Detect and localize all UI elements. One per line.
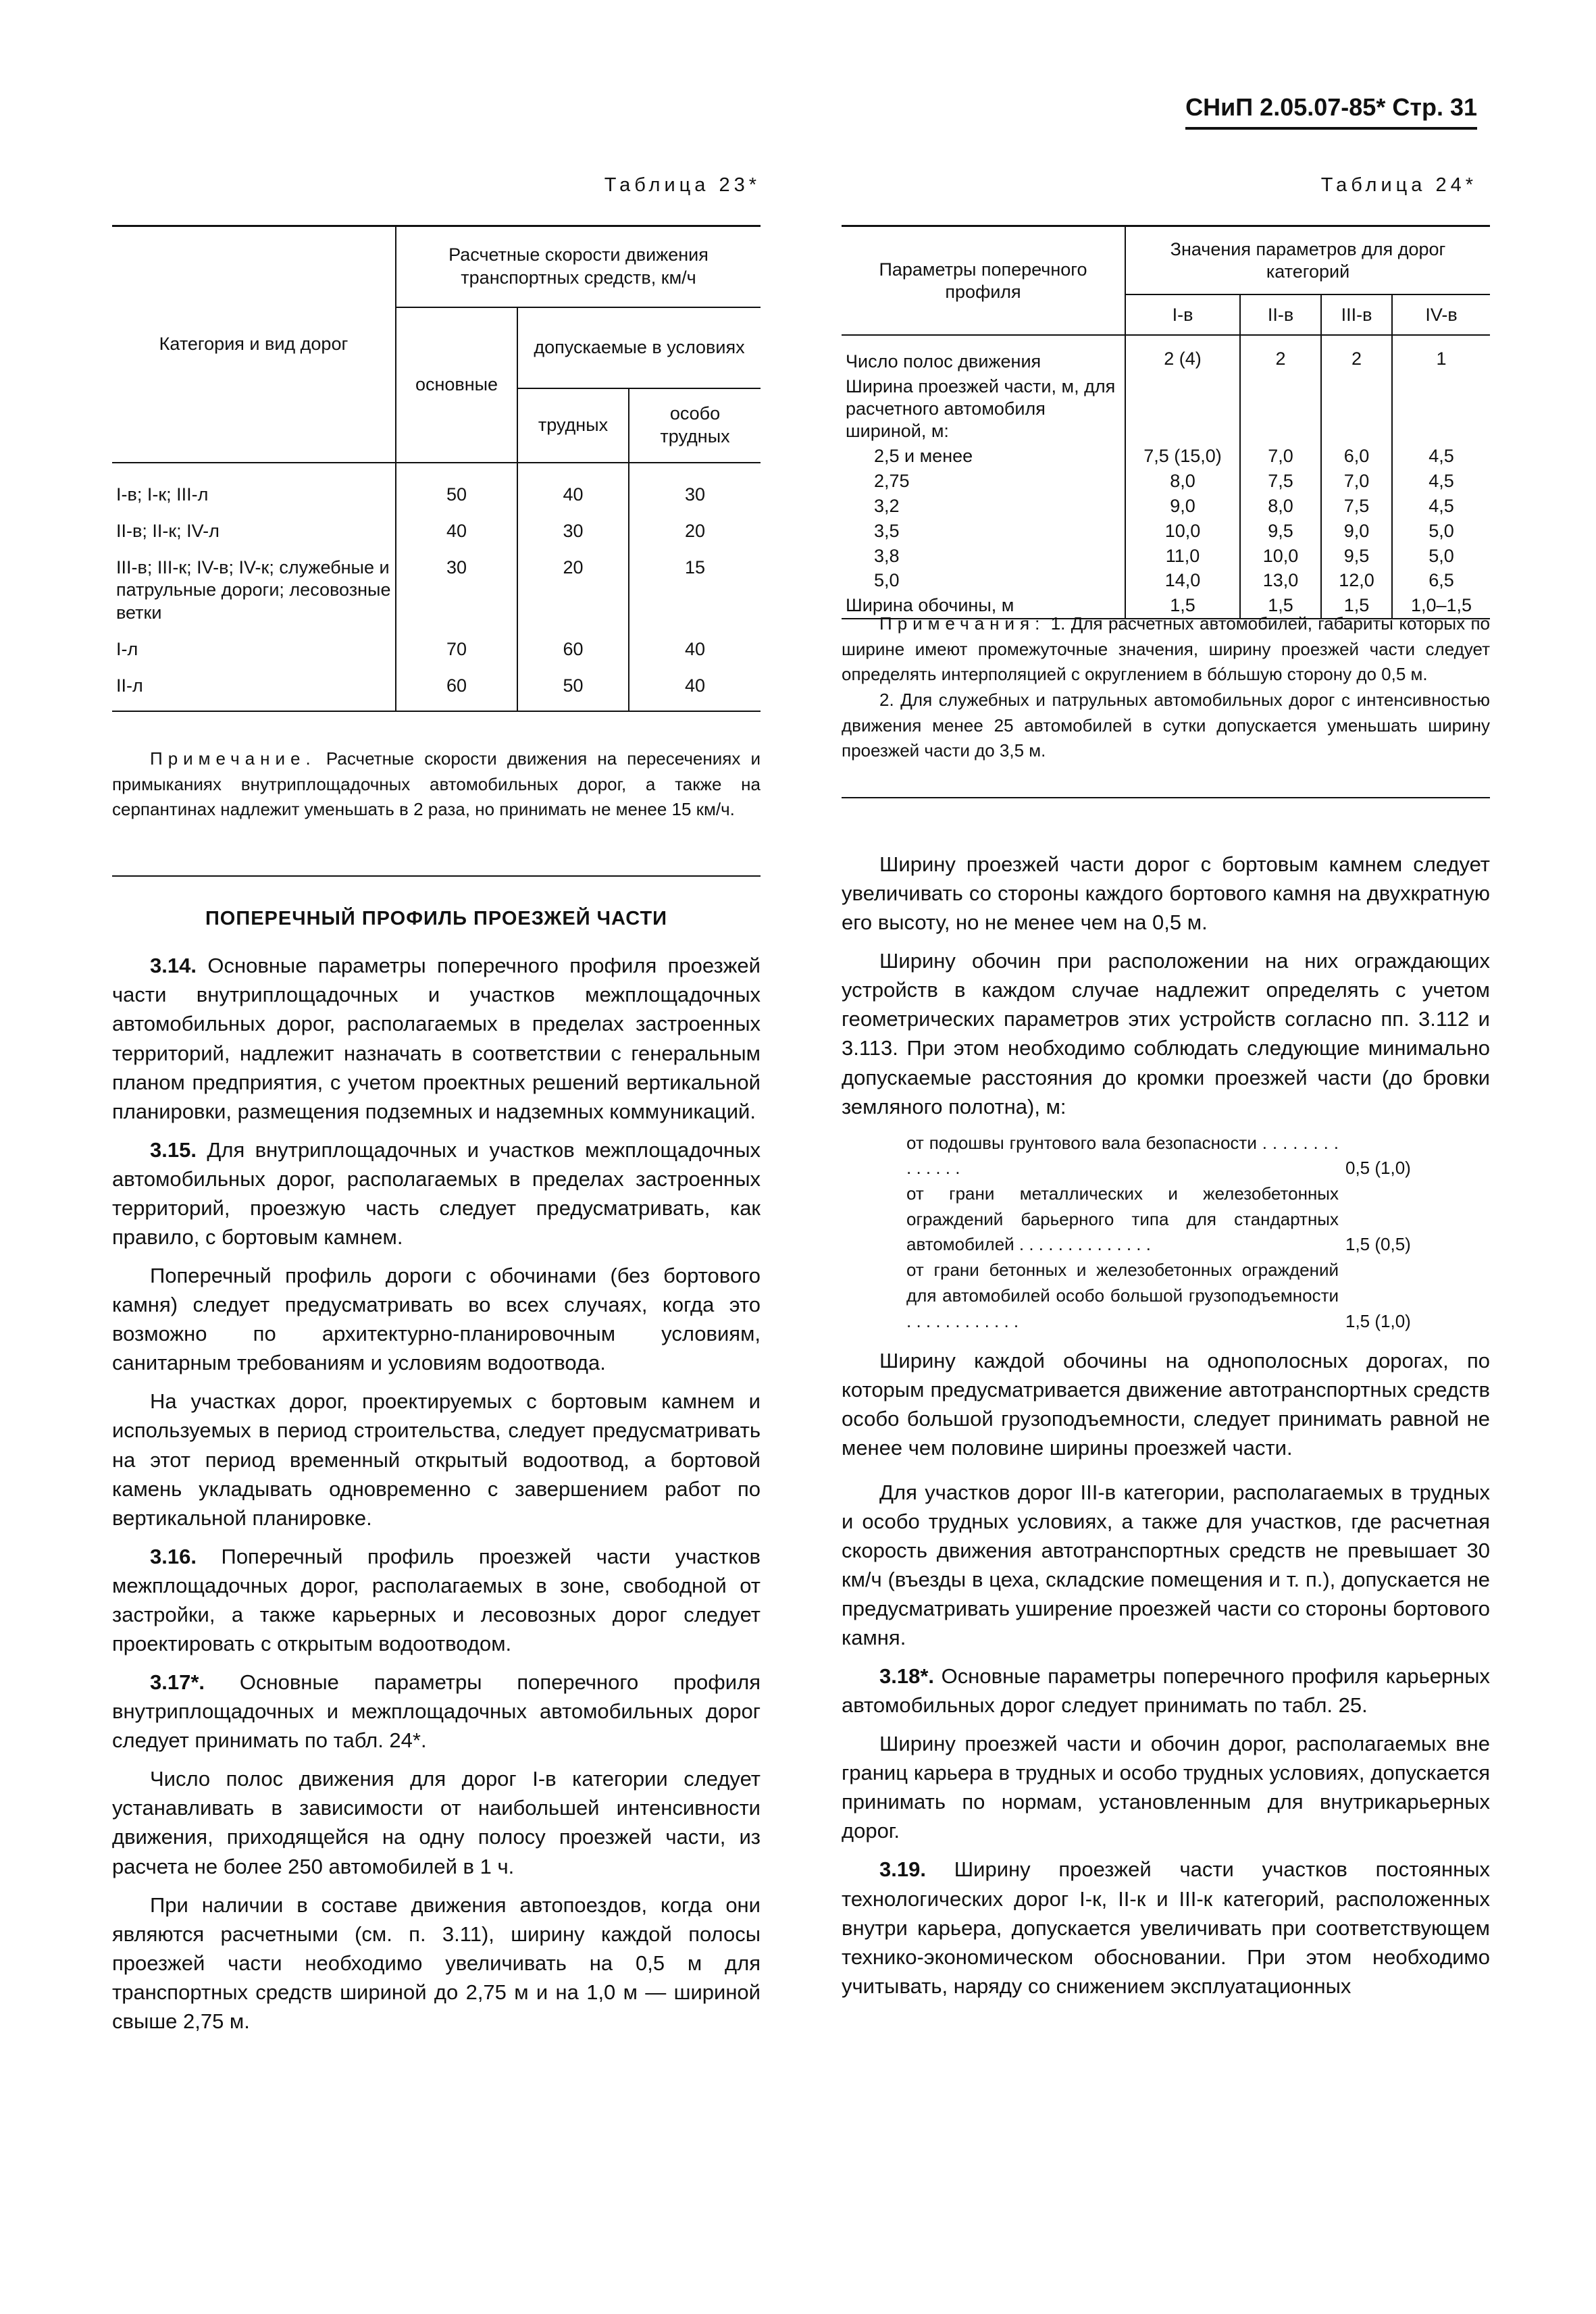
dist-dots: . . . . . . . . . . . . [906, 1310, 1019, 1331]
t23-main: 40 [396, 509, 517, 546]
t24-val: 7,0 [1240, 444, 1321, 469]
t24-width: 2,75 [874, 470, 910, 491]
t23-very: 30 [629, 463, 761, 509]
t23-hard: 60 [517, 627, 629, 664]
t24-width: 3,8 [874, 545, 900, 566]
t24-val: 9,0 [1125, 494, 1240, 519]
t23-very: 15 [629, 546, 761, 627]
list-item [906, 1181, 1447, 1258]
t24-note2: 2. Для служебных и патрульных автомобильных дорог с интенсивностью движения менее 25 автомобилей в сутки допускается уменьшать ширину проезжей части до 3,5 м. [842, 690, 1490, 761]
t24-val: 1,5 [1240, 593, 1321, 619]
table-row [112, 463, 761, 509]
t24-width: 3,5 [874, 520, 900, 541]
t24-lanes-label: Число полос движения [846, 351, 1041, 371]
t24-val: 2 [1240, 335, 1321, 374]
t24-val: 2 [1321, 335, 1392, 374]
t24-val: 1,5 [1321, 593, 1392, 619]
t23-very: 20 [629, 509, 761, 546]
t24-val: 9,5 [1240, 519, 1321, 544]
paragraph: При наличии в составе движения автопоездов, когда они являются расчетными (см. п. 3.11), ширину каждой полосы проезжей части необходимо увеличивать на 0,5 м для транспортных средств шириной до 2,75 м и на 1,0 м — шириной свыше 2,75 м. [112, 1893, 761, 2033]
t24-cat: II-в [1240, 294, 1321, 335]
t24-notes-label: Примечания: [879, 613, 1046, 634]
t23-very: 40 [629, 664, 761, 712]
clause-number: 3.16. [150, 1544, 197, 1568]
distance-list [906, 1131, 1447, 1335]
divider [112, 875, 761, 877]
t24-val: 1,5 [1125, 593, 1240, 619]
section-heading: ПОПЕРЕЧНЫЙ ПРОФИЛЬ ПРОЕЗЖЕЙ ЧАСТИ [205, 908, 668, 929]
t24-width: 3,2 [874, 495, 900, 516]
t24-val: 12,0 [1321, 568, 1392, 593]
paragraph: Поперечный профиль дороги с обочинами (без бортового камня) следует предусматривать во всех случаях, когда это возможно по архитектурно-планировочным условиям, санитарным требованиям и условиям водоотвода. [112, 1264, 761, 1375]
paragraph: Ширину проезжей части дорог с бортовым камнем следует увеличивать со стороны каждого бортового камня на двухкратную его высоту, но не менее чем на 0,5 м. [842, 852, 1490, 935]
table-row [112, 627, 761, 664]
t23-note-text: Расчетные скорости движения на пересечениях и примыканиях внутриплощадочных автомобильных дорог, а также на серпантинах надлежит уменьшать в 2 раза, но принимать не менее 15 км/ч. [112, 748, 761, 820]
table-row [112, 509, 761, 546]
table-row [842, 494, 1490, 519]
t23-cat: II-л [116, 675, 143, 696]
t24-col-param: Параметры поперечного профиля [842, 226, 1125, 336]
paragraph: Ширину обочин при расположении на них ограждающих устройств в каждом случае надлежит определять с учетом геометрических параметров этих устройств согласно пп. 3.112 и 3.113. При этом необходимо соблюдать следующие минимально допускаемые расстояния до кромки проезжей части (до бровки земляного полотна), м: [842, 949, 1490, 1119]
t24-val: 6,0 [1321, 444, 1392, 469]
paragraph: Для участков дорог III-в категории, располагаемых в трудных и особо трудных условиях, а также для участков, где расчетная скорость движения автотранспортных средств не превышает 30 км/ч (въезды в цеха, складские помещения и т. п.), допускается не предусматривать уширение проезжей части со стороны бортового камня. [842, 1480, 1490, 1649]
table-row [842, 519, 1490, 544]
table24-notes [842, 611, 1490, 764]
clause-number: 3.19. [879, 1857, 926, 1882]
t24-val: 1,0–1,5 [1392, 593, 1490, 619]
paragraph: Основные параметры поперечного профиля внутриплощадочных и межплощадочных автомобильных дорог следует принимать по табл. 24*. [112, 1670, 761, 1753]
t24-val: 10,0 [1125, 519, 1240, 544]
t23-very: 40 [629, 627, 761, 664]
t23-main: 50 [396, 463, 517, 509]
dist-value: 1,5 (0,5) [1345, 1234, 1411, 1255]
dist-value: 1,5 (1,0) [1345, 1310, 1411, 1331]
divider [842, 797, 1490, 798]
table-row [842, 335, 1490, 374]
table23-note [112, 746, 761, 823]
t24-note1: 1. Для расчетных автомобилей, габариты которых по ширине имеют промежуточные значения, ширину проезжей части следует определять интерполяцией с округлением в бóльшую сторону до 0,5 м. [842, 613, 1490, 685]
t24-val: 11,0 [1125, 544, 1240, 569]
t23-hard: 20 [517, 546, 629, 627]
dist-value: 0,5 (1,0) [1345, 1158, 1411, 1179]
t23-col-allowed: допускаемые в условиях [517, 307, 761, 388]
t23-hard: 30 [517, 509, 629, 546]
table-row [842, 469, 1490, 494]
paragraph: Число полос движения для дорог I-в категории следует устанавливать в зависимости от наибольшей интенсивности движения, приходящейся на одну полосу проезжей части, из расчета не более 250 автомобилей в 1 ч. [112, 1767, 761, 1878]
t24-cat: I-в [1125, 294, 1240, 335]
table-row [842, 374, 1490, 444]
table23-caption: Таблица 23* [604, 174, 761, 196]
t23-hard: 40 [517, 463, 629, 509]
clause-number: 3.17*. [150, 1670, 205, 1695]
paragraph: Ширину проезжей части и обочин дорог, располагаемых вне границ карьера в трудных и особо трудных условиях, допускается принимать по нормам, установленным для внутрикарьерных дорог. [842, 1732, 1490, 1843]
clause-number: 3.15. [150, 1137, 197, 1162]
dist-lead: от грани металлических и железобетонных ограждений барьерного типа для стандартных автомобилей [906, 1183, 1339, 1255]
t24-val: 10,0 [1240, 544, 1321, 569]
table-row [842, 568, 1490, 593]
t23-main: 70 [396, 627, 517, 664]
paragraph: Ширину проезжей части участков постоянных технологических дорог I-к, II-к и III-к категорий, расположенных внутри карьера, допускается увеличивать при соответствующем технико-экономическом обосновании. При этом необходимо учитывать, наряду со снижением эксплуатационных [842, 1857, 1491, 1998]
table-row [112, 664, 761, 712]
t24-val: 9,5 [1321, 544, 1392, 569]
t24-val: 5,0 [1392, 519, 1490, 544]
right-column [842, 850, 1490, 2010]
t23-col-category: Категория и вид дорог [112, 226, 396, 463]
list-item [906, 1131, 1447, 1181]
clause-number: 3.18*. [879, 1664, 935, 1688]
paragraph: На участках дорог, проектируемых с бортовым камнем и используемых в период строительства, следует предусматривать на этот период временный открытый водоотвод, а бортовой камень укладывать одновременно с завершением работ по вертикальной планировке. [112, 1389, 761, 1530]
t23-cat: III-в; III-к; IV-в; IV-к; служебные и патрульные дороги; лесовозные ветки [116, 557, 391, 623]
clause-number: 3.14. [150, 954, 197, 978]
dist-lead: от грани бетонных и железобетонных ограждений для автомобилей особо большой грузоподъемности [906, 1260, 1339, 1306]
page-header: СНиП 2.05.07-85* Стр. 31 [1185, 93, 1477, 130]
t24-cat: IV-в [1392, 294, 1490, 335]
dist-dots: . . . . . . . . . . . . . . [1014, 1234, 1151, 1255]
t24-val: 7,0 [1321, 469, 1392, 494]
t23-col-hard: трудных [517, 388, 629, 463]
t24-val: 14,0 [1125, 568, 1240, 593]
t24-val: 7,5 [1321, 494, 1392, 519]
t23-col-very-hard: особо трудных [629, 388, 761, 463]
t23-cat: I-в; I-к; III-л [116, 484, 209, 505]
t23-note-label: Примечание. [150, 748, 316, 769]
t24-val: 4,5 [1392, 444, 1490, 469]
t24-val: 8,0 [1240, 494, 1321, 519]
t24-val: 7,5 [1240, 469, 1321, 494]
t24-col-values: Значения параметров для дорог категорий [1125, 226, 1490, 295]
paragraph: Поперечный профиль проезжей части участков межплощадочных дорог, располагаемых в зоне, свободной от застройки, а также карьерных и лесовозных дорог следует проектировать с открытым водоотводом. [112, 1544, 761, 1656]
paragraph: Основные параметры поперечного профиля карьерных автомобильных дорог следует принимать по табл. 25. [842, 1664, 1490, 1718]
list-item [906, 1258, 1447, 1334]
t24-width: 2,5 и менее [874, 445, 973, 466]
left-column [112, 905, 761, 2045]
table-row [112, 546, 761, 627]
table-row [842, 544, 1490, 569]
t24-val: 6,5 [1392, 568, 1490, 593]
t24-cat: III-в [1321, 294, 1392, 335]
t23-main: 60 [396, 664, 517, 712]
t23-col-speeds: Расчетные скорости движения транспортных средств, км/ч [396, 226, 761, 308]
table-24 [842, 225, 1490, 619]
t24-val: 4,5 [1392, 494, 1490, 519]
t24-val: 1 [1392, 335, 1490, 374]
t23-cat: II-в; II-к; IV-л [116, 520, 220, 541]
t23-hard: 50 [517, 664, 629, 712]
t24-val: 8,0 [1125, 469, 1240, 494]
dist-dots: . . . . . . . . . . . . . . [906, 1132, 1339, 1179]
t24-val: 2 (4) [1125, 335, 1240, 374]
dist-lead: от подошвы грунтового вала безопасности [906, 1132, 1257, 1153]
t23-col-main: основные [396, 307, 517, 463]
paragraph: Ширину каждой обочины на однополосных дорогах, по которым предусматривается движение автотранспортных средств особо большой грузоподъемности, следует принимать равной не менее чем половине ширины проезжей части. [842, 1349, 1490, 1460]
t24-width: 5,0 [874, 570, 900, 591]
t24-width-label: Ширина проезжей части, м, для расчетного автомобиля шириной, м: [846, 376, 1116, 441]
paragraph: Для внутриплощадочных и участков межплощадочных автомобильных дорог, располагаемых в пределах застроенных территорий, проезжую часть следует предусматривать, как правило, с бортовым камнем. [112, 1137, 761, 1249]
t23-cat: I-л [116, 638, 138, 659]
paragraph: Основные параметры поперечного профиля проезжей части внутриплощадочных и участков межплощадочных автомобильных дорог, располагаемых в пределах застроенных территорий, надлежит назначать в соответствии с генеральным планом предприятия, с учетом проектных решений вертикальной планировки, размещения подземных и надземных коммуникаций. [112, 954, 761, 1123]
t23-main: 30 [396, 546, 517, 627]
t24-val: 13,0 [1240, 568, 1321, 593]
t24-val: 5,0 [1392, 544, 1490, 569]
t24-val: 9,0 [1321, 519, 1392, 544]
table-row [842, 444, 1490, 469]
t24-val: 7,5 (15,0) [1125, 444, 1240, 469]
table24-caption: Таблица 24* [1320, 174, 1477, 196]
table-23 [112, 225, 761, 712]
t24-shoulder-label: Ширина обочины, м [846, 595, 1014, 616]
t24-val: 4,5 [1392, 469, 1490, 494]
